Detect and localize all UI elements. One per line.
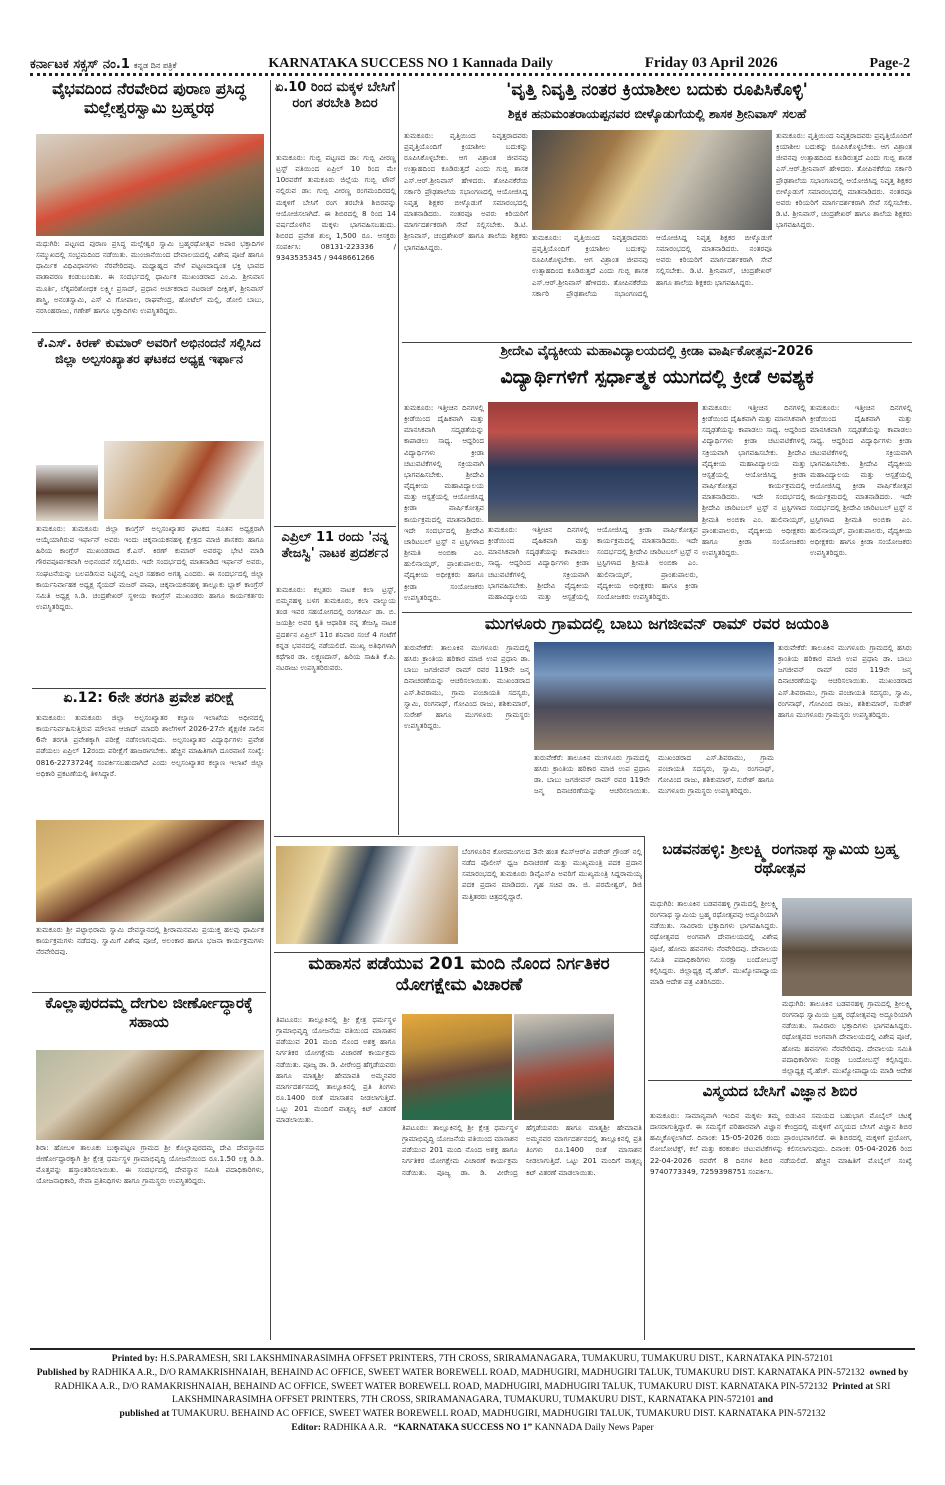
divider [32, 688, 266, 689]
article-2-headline [32, 335, 266, 403]
article-9-body-col2: ತುಮಕೂರು: ಇತ್ತೀಚಿನ ದಿನಗಳಲ್ಲಿ ಕ್ರೀಡೆಯಿಂದ ದೈಹಿಕವಾಗಿ ಮತ್ತು ಮಾನಸಿಕವಾಗಿ ಸದೃಢತೆಯನ್ನು ಕಾಪಾಡಲು ಸಾಧ್ಯ. ಆದ್ದರಿಂದ ವಿದ್ಯಾರ್ಥಿಗಳು ಕ್ರೀಡಾ ಚಟುವಟಿಕೆಗಳಲ್ಲಿ ಸಕ್ರಿಯವಾಗಿ ಭಾಗವಹಿಸಬೇಕು. ಶ್ರೀದೇವಿ ವೈದ್ಯಕೀಯ ಮಹಾವಿದ್ಯಾಲಯ ಮತ್ತು ಆಸ್ಪತ್ರೆಯಲ್ಲಿ ಆಯೋಜಿಸಿದ್ದ ಕ್ರೀಡಾ ವಾರ್ಷಿಕೋತ್ಸವ ಕಾರ್ಯಕ್ರಮದಲ್ಲಿ ಮಾತನಾಡಿದರು. ಇದೇ ಸಂದರ್ಭದಲ್ಲಿ ಶ್ರೀದೇವಿ ಚಾರಿಟಬಲ್ ಟ್ರಸ್ಟ್ ನ ಟ್ರಸ್ಟಿಗಳಾದ ಶ್ರೀಮತಿ ಅಂಬಿಕಾ ಎಂ. ಹುಲಿನಾಯ್ಕರ್, ಪ್ರಾಂಶುಪಾಲರು, ವೈದ್ಯಕೀಯ ಅಧೀಕ್ಷಕರು ಹಾಗೂ ಕ್ರೀಡಾ ಸಂಯೋಜಕರು ಉಪಸ್ಥಿತರಿದ್ದರು. [488, 525, 698, 601]
publishedat-label: published at [119, 1409, 170, 1420]
article-13-body-col1: ಮಧುಗಿರಿ: ತಾಲೂಕಿನ ಬಡವನಹಳ್ಳಿ ಗ್ರಾಮದಲ್ಲಿ ಶ್ರೀಲಕ್ಷ್ಮಿ ರಂಗನಾಥ ಸ್ವಾಮಿಯ ಬ್ರಹ್ಮ ರಥೋತ್ಸವವು ಅದ್ದೂರಿಯಾಗಿ ನಡೆಯಿತು. ಸಾವಿರಾರು ಭಕ್ತಾದಿಗಳು ಭಾಗವಹಿಸಿದ್ದರು. ರಥೋತ್ಸವದ ಅಂಗವಾಗಿ ದೇವಾಲಯದಲ್ಲಿ ವಿಶೇಷ ಪೂಜೆ, ಹೋಮ ಹವನಗಳು ನೆರವೇರಿದವು. ದೇವಾಲಯ ಸಮಿತಿ ಪದಾಧಿಕಾರಿಗಳು ಸುರಕ್ಷಾ ಬಂದೋಬಸ್ತ್ ಕಲ್ಪಿಸಿದ್ದರು. ಜಿಲ್ಲಾಧ್ಯಕ್ಷ ವೈ.ಹೆಚ್. ಮುಖ್ಯೋಪಾಧ್ಯಾಯ ಮಾಡಿ ಆದೇಶ ಪತ್ರ ವಿತರಿಸಿದರು. [650, 899, 778, 987]
divider [402, 342, 912, 343]
owned-text: RADHIKA A.R., D/O RAMAKRISHNAIAH, BEHAIND AC OFFICE, SWEET WATER BOREWELL ROAD, MADHUGIRI, MADHUGIRI TALUK, TUMAKURU DIST. KARNATAKA PIN-572132 [54, 1381, 828, 1392]
column-rule [398, 80, 399, 835]
headline-text: ಬಡವನಹಳ್ಳಿ: ಶ್ರೀಲಕ್ಷ್ಮಿ ರಂಗನಾಥ ಸ್ವಾಮಿಯ ಬ್ರಹ್ಮ ರಥೋತ್ಸವ [662, 840, 898, 877]
police-medal-caption: ಬೆಂಗಳೂರಿನ ಕೋರಮಂಗಲದ 3ನೇ ಹಂತ ಕೆಎಸ್ಆರ್‌ಪಿ ಪರೇಡ್ ಗ್ರೌಂಡ್ ನಲ್ಲಿ ನಡೆದ ಪೊಲೀಸ್ ಧ್ವಜ ದಿನಾಚರಣೆ ಮತ್ತು ಮುಖ್ಯಮಂತ್ರಿ ಪದಕ ಪ್ರದಾನ ಸಮಾರಂಭದಲ್ಲಿ ತುಮಕೂರು ಡಿವೈಎಸ್‌ಪಿ ಅವರಿಗೆ ಮುಖ್ಯಮಂತ್ರಿ ಸಿದ್ದರಾಮಯ್ಯ ಪದಕ ಪ್ರದಾನ ಮಾಡಿದರು. ಗೃಹ ಸಚಿವ ಡಾ. ಜಿ. ಪರಮೇಶ್ವರ್, ಡಿಜಿ ಮತ್ತಿತರರು ಚಿತ್ರದಲ್ಲಿದ್ದಾರೆ. [462, 847, 642, 901]
police-medal-photo [276, 846, 458, 944]
printedat-label: Printed at [832, 1381, 874, 1392]
article-9-headline [402, 366, 912, 396]
headline-text: 'ವೃತ್ತಿ ನಿವೃತ್ತಿ ನಂತರ ಕ್ರಿಯಾಶೀಲ ಬದುಕು ರೂಪಿಸಿಕೊಳ್ಳಿ' [506, 80, 808, 100]
article-9-body-col3: ತುಮಕೂರು: ಇತ್ತೀಚಿನ ದಿನಗಳಲ್ಲಿ ಕ್ರೀಡೆಯಿಂದ ದೈಹಿಕವಾಗಿ ಮತ್ತು ಮಾನಸಿಕವಾಗಿ ಸದೃಢತೆಯನ್ನು ಕಾಪಾಡಲು ಸಾಧ್ಯ. ಆದ್ದರಿಂದ ವಿದ್ಯಾರ್ಥಿಗಳು ಕ್ರೀಡಾ ಚಟುವಟಿಕೆಗಳಲ್ಲಿ ಸಕ್ರಿಯವಾಗಿ ಭಾಗವಹಿಸಬೇಕು. ಶ್ರೀದೇವಿ ವೈದ್ಯಕೀಯ ಮಹಾವಿದ್ಯಾಲಯ ಮತ್ತು ಆಸ್ಪತ್ರೆಯಲ್ಲಿ ಆಯೋಜಿಸಿದ್ದ ಕ್ರೀಡಾ ವಾರ್ಷಿಕೋತ್ಸವ ಕಾರ್ಯಕ್ರಮದಲ್ಲಿ ಮಾತನಾಡಿದರು. ಇದೇ ಸಂದರ್ಭದಲ್ಲಿ ಶ್ರೀದೇವಿ ಚಾರಿಟಬಲ್ ಟ್ರಸ್ಟ್ ನ ಟ್ರಸ್ಟಿಗಳಾದ ಶ್ರೀಮತಿ ಅಂಬಿಕಾ ಎಂ. ಹುಲಿನಾಯ್ಕರ್, ಪ್ರಾಂಶುಪಾಲರು, ವೈದ್ಯಕೀಯ ಅಧೀಕ್ಷಕರು ಹಾಗೂ ಕ್ರೀಡಾ ಸಂಯೋಜಕರು ಉಪಸ್ಥಿತರಿದ್ದರು. [702, 403, 806, 558]
published-label: Published by [36, 1367, 90, 1378]
article-5-body: ಶಿರಾ: ಹೋಬಳಿ ತಾಲೂಕು ಬುಕ್ಕಾಪಟ್ಟಣ ಗ್ರಾಮದ ಶ್ರೀ ಕೊಲ್ಲಾಪುರದಮ್ಮ ದೇವಿ ದೇವಸ್ಥಾನದ ಜೀರ್ಣೋದ್ಧಾರಕ್ಕಾಗಿ ಶ್ರೀ ಕ್ಷೇತ್ರ ಧರ್ಮಸ್ಥಳ ಗ್ರಾಮಾಭಿವೃದ್ಧಿ ಯೋಜನೆಯಿಂದ ರೂ.1.50 ಲಕ್ಷ ಡಿ.ಡಿ. ಮೊತ್ತವನ್ನು ಹಸ್ತಾಂತರಿಸಲಾಯಿತು. ಈ ಸಂದರ್ಭದಲ್ಲಿ ದೇವಸ್ಥಾನ ಸಮಿತಿ ಪದಾಧಿಕಾರಿಗಳು, ಯೋಜನಾಧಿಕಾರಿ, ಸೇವಾ ಪ್ರತಿನಿಧಿಗಳು ಹಾಗೂ ಗ್ರಾಮಸ್ಥರು ಉಪಸ್ಥಿತರಿದ್ದರು. [36, 1143, 264, 1186]
divider [402, 612, 912, 613]
pension-photo-2 [514, 1014, 614, 1120]
printed-text: H.S.PARAMESH, SRI LAKSHMINARASIMHA OFFSET PRINTERS, 7TH CROSS, SRIRAMANAGARA, TUMAKURU, TUMAKURU DIST., KARNATAKA PIN-572101 [160, 1354, 834, 1364]
logo-text: ಕರ್ನಾಟಕ ಸಕ್ಸಸ್ ನಂ.1 [30, 57, 130, 72]
editor-name: RADHIKA A.R. [323, 1422, 387, 1433]
article-12-body-col2: ತಿಪಟೂರು: ತಾಲ್ಲೂಕಿನಲ್ಲಿ ಶ್ರೀ ಕ್ಷೇತ್ರ ಧರ್ಮಸ್ಥಳ ಗ್ರಾಮಾಭಿವೃದ್ಧಿ ಯೋಜನೆಯ ವತಿಯಿಂದ ಮಾಸಾಶನ ಪಡೆಯುವ 201 ಮಂದಿ ನೊಂದ ಅಶಕ್ತ ಹಾಗೂ ನಿರ್ಗತಿಕರ ಯೋಗಕ್ಷೇಮ ವಿಚಾರಣೆ ಕಾರ್ಯಕ್ರಮ ನಡೆಯಿತು. ಪೂಜ್ಯ ಡಾ. ಡಿ. ವೀರೇಂದ್ರ ಹೆಗ್ಗಡೆಯವರು ಹಾಗೂ ಮಾತೃಶ್ರೀ ಹೇಮಾವತಿ ಅಮ್ಮನವರ ಮಾರ್ಗದರ್ಶನದಲ್ಲಿ ತಾಲ್ಲೂಕಿನಲ್ಲಿ ಪ್ರತಿ ತಿಂಗಳು ರೂ.1400 ರಂತೆ ಮಾಸಾಶನ ನೀಡಲಾಗುತ್ತಿದೆ. ಒಟ್ಟು 201 ಮಂದಿಗೆ ವಾತ್ಸಲ್ಯ ಕಿಟ್ ವಿತರಣೆ ಮಾಡಲಾಯಿತು. [402, 1123, 642, 1177]
printed-label: Printed by: [111, 1354, 158, 1364]
subheadline-text: ಶಿಕ್ಷಕ ಹನುಮಂತರಾಯಪ್ಪನವರ ಬೀಳ್ಕೊಡುಗೆಯಲ್ಲಿ ಶಾಸಕ ಶ್ರೀನಿವಾಸ್ ಸಲಹೆ [507, 106, 807, 121]
article-12-headline [274, 954, 644, 1010]
article-10-body-col1: ತುರುವೇಕೆರೆ: ತಾಲೂಕಿನ ಮುಗಳೂರು ಗ್ರಾಮದಲ್ಲಿ ಹಸಿರು ಕ್ರಾಂತಿಯ ಹರಿಕಾರ ಮಾಜಿ ಉಪ ಪ್ರಧಾನಿ ಡಾ. ಬಾಬು ಜಗಜೀವನ್ ರಾಮ್ ರವರ 119ನೇ ಜನ್ಮ ದಿನಾಚರಣೆಯನ್ನು ಆಚರಿಸಲಾಯಿತು. ಮುಖಂಡರಾದ ಎಸ್.ಶಿವರಾಮು, ಗ್ರಾಮ ಪಂಚಾಯತಿ ಸದಸ್ಯರು, ಸ್ವಾಮಿ, ರಂಗನಾಥ್, ಗೋವಿಂದ ರಾಜು, ಶಶಿಕುಮಾರ್, ಸುರೇಶ್ ಹಾಗೂ ಮುಗಳೂರು ಗ್ರಾಮಸ್ಥರು ಉಪಸ್ಥಿತರಿದ್ದರು. [404, 643, 530, 731]
temple-event-caption: ತುಮಕೂರು ಶ್ರೀ ಪಟ್ಟಾಭಿರಾಮ ಸ್ವಾಮಿ ದೇವಸ್ಥಾನದಲ್ಲಿ ಶ್ರೀರಾಮನವಮಿ ಪ್ರಯುಕ್ತ ಹಲವು ಧಾರ್ಮಿಕ ಕಾರ್ಯಕ್ರಮಗಳು ನಡೆದವು. ಸ್ವಾಮಿಗೆ ವಿಶೇಷ ಪೂಜೆ, ಅಲಂಕಾರ ಹಾಗೂ ಭಜನಾ ಕಾರ್ಯಕ್ರಮಗಳು ನೆರವೇರಿದವು. [36, 925, 264, 957]
divider [274, 836, 644, 837]
article-13-headline [648, 840, 912, 894]
body-text: ತುಮಕೂರು: ತುಮಕೂರು ಜಿಲ್ಲಾ ಕಾಂಗ್ರೆಸ್ ಅಲ್ಪಸಂಖ್ಯಾತರ ಘಟಕದ ನೂತನ ಅಧ್ಯಕ್ಷರಾಗಿ ಆಯ್ಕೆಯಾಗಿರುವ ಇರ್ಫಾನ್ ಅವರು ಇಂದು ಚಿಕ್ಕನಾಯಕನಹಳ್ಳಿ ಕ್ಷೇತ್ರದ ಮಾಜಿ ಶಾಸಕರು ಹಾಗೂ ಹಿರಿಯ ಕಾಂಗ್ರೆಸ್ ಮುಖಂಡರಾದ ಕೆ.ಎಸ್. ಕಿರಣ್ ಕುಮಾರ್ ಅವರನ್ನು ಭೇಟಿ ಮಾಡಿ ಗೌರವಪೂರ್ವಕವಾಗಿ ಅಭಿನಂದನೆ ಸಲ್ಲಿಸಿದರು. ಇದೇ ಸಂದರ್ಭದಲ್ಲಿ ಮಾತನಾಡಿದ ಇರ್ಫಾನ್ ಅವರು, ಸಂಘಟನೆಯನ್ನು ಬಲಪಡಿಸುವ ನಿಟ್ಟಿನಲ್ಲಿ ಎಲ್ಲರ ಸಹಕಾರ ಅಗತ್ಯ ಎಂದರು. ಈ ಸಂದರ್ಭದಲ್ಲಿ ಜಿಲ್ಲಾ ಕಾರ್ಯನಿರ್ವಾಹಕ ಅಧ್ಯಕ್ಷ ಸೈಯದ್ ಮಜರ್ ಪಾಷಾ, ಚಿಕ್ಕನಾಯಕನಹಳ್ಳಿ ತಾಲ್ಲೂಕು ಬ್ಲಾಕ್ ಕಾಂಗ್ರೆಸ್ ಸಮಿತಿ ಅಧ್ಯಕ್ಷ ಸಿ.ಡಿ. ಚಂದ್ರಶೇಖರ್ ಸ್ಥಳೀಯ ಕಾಂಗ್ರೆಸ್ ಮುಖಂಡರು ಹಾಗೂ ಕಾರ್ಯಕರ್ತರು ಉಪಸ್ಥಿತರಿದ್ದರು. [36, 524, 264, 612]
article-2-body [36, 405, 264, 650]
logo-tagline: ಕನ್ನಡ ದಿನ ಪತ್ರಿಕೆ [133, 61, 177, 70]
temple-event-photo [36, 820, 264, 922]
headline-text: ಮುಗಳೂರು ಗ್ರಾಮದಲ್ಲಿ ಬಾಬು ಜಗಜೀವನ್ ರಾಮ್ ರವರ ಜಯಂತಿ [484, 614, 830, 633]
article-9-body-col4: ತುಮಕೂರು: ಇತ್ತೀಚಿನ ದಿನಗಳಲ್ಲಿ ಕ್ರೀಡೆಯಿಂದ ದೈಹಿಕವಾಗಿ ಮತ್ತು ಮಾನಸಿಕವಾಗಿ ಸದೃಢತೆಯನ್ನು ಕಾಪಾಡಲು ಸಾಧ್ಯ. ಆದ್ದರಿಂದ ವಿದ್ಯಾರ್ಥಿಗಳು ಕ್ರೀಡಾ ಚಟುವಟಿಕೆಗಳಲ್ಲಿ ಸಕ್ರಿಯವಾಗಿ ಭಾಗವಹಿಸಬೇಕು. ಶ್ರೀದೇವಿ ವೈದ್ಯಕೀಯ ಮಹಾವಿದ್ಯಾಲಯ ಮತ್ತು ಆಸ್ಪತ್ರೆಯಲ್ಲಿ ಆಯೋಜಿಸಿದ್ದ ಕ್ರೀಡಾ ವಾರ್ಷಿಕೋತ್ಸವ ಕಾರ್ಯಕ್ರಮದಲ್ಲಿ ಮಾತನಾಡಿದರು. ಇದೇ ಸಂದರ್ಭದಲ್ಲಿ ಶ್ರೀದೇವಿ ಚಾರಿಟಬಲ್ ಟ್ರಸ್ಟ್ ನ ಟ್ರಸ್ಟಿಗಳಾದ ಶ್ರೀಮತಿ ಅಂಬಿಕಾ ಎಂ. ಹುಲಿನಾಯ್ಕರ್, ಪ್ರಾಂಶುಪಾಲರು, ವೈದ್ಯಕೀಯ ಅಧೀಕ್ಷಕರು ಹಾಗೂ ಕ್ರೀಡಾ ಸಂಯೋಜಕರು ಉಪಸ್ಥಿತರಿದ್ದರು. [810, 403, 912, 558]
divider [648, 1080, 912, 1081]
masthead-title: KARNATAKA SUCCESS NO 1 Kannada Daily [268, 56, 553, 71]
donation-photo [36, 1050, 264, 1140]
imprint-line-4 [30, 1422, 915, 1436]
article-10-body-col2: ತುರುವೇಕೆರೆ: ತಾಲೂಕಿನ ಮುಗಳೂರು ಗ್ರಾಮದಲ್ಲಿ ಹಸಿರು ಕ್ರಾಂತಿಯ ಹರಿಕಾರ ಮಾಜಿ ಉಪ ಪ್ರಧಾನಿ ಡಾ. ಬಾಬು ಜಗಜೀವನ್ ರಾಮ್ ರವರ 119ನೇ ಜನ್ಮ ದಿನಾಚರಣೆಯನ್ನು ಆಚರಿಸಲಾಯಿತು. ಮುಖಂಡರಾದ ಎಸ್.ಶಿವರಾಮು, ಗ್ರಾಮ ಪಂಚಾಯತಿ ಸದಸ್ಯರು, ಸ್ವಾಮಿ, ರಂಗನಾಥ್, ಗೋವಿಂದ ರಾಜು, ಶಶಿಕುಮಾರ್, ಸುರೇಶ್ ಹಾಗೂ ಮುಗಳೂರು ಗ್ರಾಮಸ್ಥರು ಉಪಸ್ಥಿತರಿದ್ದರು. [534, 753, 774, 796]
paper-tag: KANNADA Daily News Paper [534, 1422, 654, 1433]
article-5-headline [32, 994, 266, 1046]
headline-text: ಏ.12: 6ನೇ ತರಗತಿ ಪ್ರವೇಶ ಪರೀಕ್ಷೆ [63, 690, 235, 706]
article-8-body-col1: ತುಮಕೂರು: ವೃತ್ತಿಯಿಂದ ನಿವೃತ್ತರಾದವರು ಪ್ರವೃತ್ತಿಯೊಂದಿಗೆ ಕ್ರಿಯಾಶೀಲ ಬದುಕನ್ನು ರೂಪಿಸಿಕೊಳ್ಳಬೇಕು. ಆಗ ವಿಶ್ರಾಂತ ಜೀವನವು ಉತ್ಸಾಹದಿಂದ ಕೂಡಿರುತ್ತದೆ ಎಂದು ಗುಬ್ಬಿ ಶಾಸಕ ಎಸ್.ಆರ್.ಶ್ರೀನಿವಾಸ್ ಹೇಳಿದರು. ತೋಪಿನಕೆರೆಯ ಸರ್ಕಾರಿ ಪ್ರೌಢಶಾಲೆಯ ಸಭಾಂಗಣದಲ್ಲಿ ಆಯೋಜಿಸಿದ್ದ ನಿವೃತ್ತ ಶಿಕ್ಷಕರ ಬೀಳ್ಕೊಡುಗೆ ಸಮಾರಂಭದಲ್ಲಿ ಮಾತನಾಡಿದರು. ನಂತರವೂ ಅವರು ಕಿರಿಯರಿಗೆ ಮಾರ್ಗದರ್ಶಕರಾಗಿ ಸೇವೆ ಸಲ್ಲಿಸಬೇಕು. ಡಿ.ಟಿ. ಶ್ರೀನಿವಾಸ್, ಚಂದ್ರಶೇಖರ್ ಹಾಗೂ ಶಾಲೆಯ ಶಿಕ್ಷಕರು ಭಾಗವಹಿಸಿದ್ದರು. [404, 131, 528, 252]
headline-text: ವಿದ್ಯಾರ್ಥಿಗಳಿಗೆ ಸ್ಪರ್ಧಾತ್ಮಕ ಯುಗದಲ್ಲಿ ಕ್ರೀಡೆ ಅವಶ್ಯಕ [500, 366, 814, 388]
badavanahalli-chariot-photo [782, 898, 912, 996]
article-3-body: ತುಮಕೂರು: ತುಮಕೂರು ಜಿಲ್ಲಾ ಅಲ್ಪಸಂಖ್ಯಾತರ ಕಲ್ಯಾಣ ಇಲಾಖೆಯ ಅಧೀನದಲ್ಲಿ ಕಾರ್ಯನಿರ್ವಹಿಸುತ್ತಿರುವ ಮೌಲಾನ ಆಜಾದ್ ಮಾದರಿ ಶಾಲೆಗಳಿಗೆ 2026-27ನೇ ಶೈಕ್ಷಣಿಕ ಸಾಲಿನ 6ನೇ ತರಗತಿ ಪ್ರವೇಶಕ್ಕಾಗಿ ಪರೀಕ್ಷೆ ನಡೆಸಲಾಗುವುದು. ಅಲ್ಪಸಂಖ್ಯಾತರ ವಿದ್ಯಾರ್ಥಿಗಳು ಪ್ರವೇಶ ಪಡೆಯಲು ಏಪ್ರಿಲ್ 12ರಂದು ಪರೀಕ್ಷೆಗೆ ಹಾಜರಾಗಬೇಕು. ಹೆಚ್ಚಿನ ಮಾಹಿತಿಗಾಗಿ ದೂರವಾಣಿ ಸಂಖ್ಯೆ: 0816-2273724ಕ್ಕೆ ಸಂಪರ್ಕಿಸಬಹುದಾಗಿದೆ ಎಂದು ಅಲ್ಪಸಂಖ್ಯಾತರ ಕಲ್ಯಾಣ ಇಲಾಖೆ ಜಿಲ್ಲಾ ಅಧಿಕಾರಿ ಪ್ರಕಟಣೆಯಲ್ಲಿ ತಿಳಿಸಿದ್ದಾರೆ. [36, 713, 264, 778]
farewell-photo [532, 130, 772, 230]
article-3-headline [32, 690, 266, 712]
masthead-logo [30, 57, 176, 72]
publishedat-text: TUMAKURU. BEHAIND AC OFFICE, SWEET WATER BOREWELL ROAD, MADHUGIRI, MADHUGIRI TALUK, TUMAKURU DIST. KARNATAKA PIN-572132 [171, 1409, 826, 1420]
article-8-headline [402, 80, 912, 106]
article-6-body: ತುಮಕೂರು: ಗುಬ್ಬಿ ಪಟ್ಟಣದ ಡಾ: ಗುಬ್ಬಿ ವೀರಣ್ಣ ಟ್ರಸ್ಟ್ ವತಿಯಿಂದ ಏಪ್ರಿಲ್ 10 ರಿಂದ ಮೇ 10ರವರೆಗೆ ತುಮಕೂರು ಜಿಲ್ಲೆಯ ಗುಬ್ಬಿ ಟೌನ್ ನಲ್ಲಿರುವ ಡಾ: ಗುಬ್ಬಿ ವೀರಣ್ಣ ರಂಗಮಂದಿರದಲ್ಲಿ ಮಕ್ಕಳಿಗೆ ಬೇಸಿಗೆ ರಂಗ ತರಬೇತಿ ಶಿಬಿರವನ್ನು ಆಯೋಜಿಸಲಾಗಿದೆ. ಈ ಶಿಬಿರದಲ್ಲಿ 8 ರಿಂದ 14 ವರ್ಷದೊಳಗಿನ ಮಕ್ಕಳು ಭಾಗವಹಿಸಬಹುದು. ಶಿಬಿರದ ಪ್ರವೇಶ ಶುಲ್ಕ 1,500 ರೂ. ಆಸಕ್ತರು ಸಂಪರ್ಕಿಸಿ: 08131-223336 / 9343535345 / 9448661266 [276, 153, 396, 263]
masthead-divider [30, 73, 910, 77]
article-14-body: ತುಮಕೂರು: ಸಾಮಾನ್ಯವಾಗಿ ಇಂದಿನ ಮಕ್ಕಳು ತಮ್ಮ ಬಿಡುವಿನ ಸಮಯದ ಬಹುಭಾಗ ಮೊಬೈಲ್ ಚಟಕ್ಕೆ ದಾಸರಾಗುತ್ತಿದ್ದಾರೆ. ಈ ಸಮಸ್ಯೆಗೆ ಪರಿಹಾರವಾಗಿ ವಿಜ್ಞಾನ ಕೇಂದ್ರದಲ್ಲಿ ಮಕ್ಕಳಿಗೆ ವಿಸ್ಮಯದ ಬೇಸಿಗೆ ವಿಜ್ಞಾನ ಶಿಬಿರ ಹಮ್ಮಿಕೊಳ್ಳಲಾಗಿದೆ. ದಿನಾಂಕ: 15-05-2026 ರಂದು ಪ್ರಾರಂಭವಾಗಲಿದೆ. ಈ ಶಿಬಿರದಲ್ಲಿ ಮಕ್ಕಳಿಗೆ ಪ್ರಯೋಗ, ರೋಬೋಟಿಕ್ಸ್, ಕಲೆ ಮತ್ತು ಕರಕುಶಲ ಚಟುವಟಿಕೆಗಳನ್ನು ಕಲಿಸಲಾಗುವುದು. ದಿನಾಂಕ: 05-04-2026 ರಿಂದ 22-04-2026 ರವರೆಗೆ 8 ದಿನಗಳ ಶಿಬಿರ ನಡೆಯಲಿದೆ. ಹೆಚ್ಚಿನ ಮಾಹಿತಿಗೆ ಮೊಬೈಲ್ ಸಂಖ್ಯೆ 9740773349, 7259398751 ಸಂಪರ್ಕಿಸಿ. [650, 1111, 912, 1176]
headline-text: ಏ.10 ರಿಂದ ಮಕ್ಕಳ ಬೇಸಿಗೆ ರಂಗ ತರಬೇತಿ ಶಿಬಿರ [274, 80, 396, 112]
article-1-body: ಮಧುಗಿರಿ: ಪಟ್ಟಣದ ಪುರಾಣ ಪ್ರಸಿದ್ಧ ಮಲ್ಲೇಶ್ವರ ಸ್ವಾಮಿ ಬ್ರಹ್ಮರಥೋತ್ಸವ ಅಪಾರ ಭಕ್ತಾದಿಗಳ ಸಮ್ಮುಖದಲ್ಲಿ ಸಂಭ್ರಮದಿಂದ ನಡೆಯಿತು. ಮುಂಜಾನೆಯಿಂದ ದೇವಾಲಯದಲ್ಲಿ ವಿಶೇಷ ಪೂಜೆ ಹಾಗೂ ಧಾರ್ಮಿಕ ವಿಧಿವಿಧಾನಗಳು ನೆರವೇರಿದವು. ಮಧ್ಯಾಹ್ನದ ವೇಳೆ ಪಟ್ಟಣದಾದ್ಯಂತ ಭಕ್ತಿ ಭಾವದ ವಾತಾವರಣ ಕಂಡುಬಂದಿತು. ಈ ಸಂದರ್ಭದಲ್ಲಿ ಧಾರ್ಮಿಕ ಮುಖಂಡರಾದ ಎಂ.ವಿ. ಶ್ರೀನಿವಾಸ ಮೂರ್ತಿ, ಲೆಕ್ಕಪರಿಶೋಧಕ ಲಕ್ಷ್ಮೀ ಪ್ರಸಾದ್, ಪ್ರಧಾನ ಅರ್ಚಕರಾದ ನಟರಾಜ್ ದೀಕ್ಷಿತ್, ಶ್ರೀನಿವಾಸ್ ಶಾಸ್ತ್ರಿ, ಅನಂತಸ್ವಾಮಿ, ಎಸ್ ವಿ ಗೋಪಾಲ, ರಾಘವೇಂದ್ರ, ಹೋಟೆಲ್ ಮಲ್ಲಿ, ಡೋಲಿ ಬಾಬು, ನರಸಿಂಹರಾಜು, ಗಣೇಶ್ ಹಾಗೂ ಭಕ್ತಾದಿಗಳು ಉಪಸ್ಥಿತರಿದ್ದರು. [36, 239, 264, 315]
article-10-body-col3: ತುರುವೇಕೆರೆ: ತಾಲೂಕಿನ ಮುಗಳೂರು ಗ್ರಾಮದಲ್ಲಿ ಹಸಿರು ಕ್ರಾಂತಿಯ ಹರಿಕಾರ ಮಾಜಿ ಉಪ ಪ್ರಧಾನಿ ಡಾ. ಬಾಬು ಜಗಜೀವನ್ ರಾಮ್ ರವರ 119ನೇ ಜನ್ಮ ದಿನಾಚರಣೆಯನ್ನು ಆಚರಿಸಲಾಯಿತು. ಮುಖಂಡರಾದ ಎಸ್.ಶಿವರಾಮು, ಗ್ರಾಮ ಪಂಚಾಯತಿ ಸದಸ್ಯರು, ಸ್ವಾಮಿ, ರಂಗನಾಥ್, ಗೋವಿಂದ ರಾಜು, ಶಶಿಕುಮಾರ್, ಸುರೇಶ್ ಹಾಗೂ ಮುಗಳೂರು ಗ್ರಾಮಸ್ಥರು ಉಪಸ್ಥಿತರಿದ್ದರು. [778, 643, 912, 719]
imprint-footer [30, 1348, 915, 1436]
imprint-line-1 [30, 1353, 915, 1367]
masthead-date: Friday 03 April 2026 [644, 55, 778, 71]
divider [32, 332, 266, 333]
column-rule [270, 80, 271, 1340]
divider [274, 526, 396, 527]
kicker-text: ಶ್ರೀದೇವಿ ವೈದ್ಯಕೀಯ ಮಹಾವಿದ್ಯಾಲಯದಲ್ಲಿ ಕ್ರೀಡಾ ವಾರ್ಷಿಕೋತ್ಸವ-2026 [500, 344, 814, 359]
article-14-headline [648, 1082, 912, 1108]
pension-photo-1 [402, 1014, 512, 1120]
page-number: Page-2 [869, 56, 910, 71]
divider [274, 952, 644, 953]
article-9-body-col1: ತುಮಕೂರು: ಇತ್ತೀಚಿನ ದಿನಗಳಲ್ಲಿ ಕ್ರೀಡೆಯಿಂದ ದೈಹಿಕವಾಗಿ ಮತ್ತು ಮಾನಸಿಕವಾಗಿ ಸದೃಢತೆಯನ್ನು ಕಾಪಾಡಲು ಸಾಧ್ಯ. ಆದ್ದರಿಂದ ವಿದ್ಯಾರ್ಥಿಗಳು ಕ್ರೀಡಾ ಚಟುವಟಿಕೆಗಳಲ್ಲಿ ಸಕ್ರಿಯವಾಗಿ ಭಾಗವಹಿಸಬೇಕು. ಶ್ರೀದೇವಿ ವೈದ್ಯಕೀಯ ಮಹಾವಿದ್ಯಾಲಯ ಮತ್ತು ಆಸ್ಪತ್ರೆಯಲ್ಲಿ ಆಯೋಜಿಸಿದ್ದ ಕ್ರೀಡಾ ವಾರ್ಷಿಕೋತ್ಸವ ಕಾರ್ಯಕ್ರಮದಲ್ಲಿ ಮಾತನಾಡಿದರು. ಇದೇ ಸಂದರ್ಭದಲ್ಲಿ ಶ್ರೀದೇವಿ ಚಾರಿಟಬಲ್ ಟ್ರಸ್ಟ್ ನ ಟ್ರಸ್ಟಿಗಳಾದ ಶ್ರೀಮತಿ ಅಂಬಿಕಾ ಎಂ. ಹುಲಿನಾಯ್ಕರ್, ಪ್ರಾಂಶುಪಾಲರು, ವೈದ್ಯಕೀಯ ಅಧೀಕ್ಷಕರು ಹಾಗೂ ಕ್ರೀಡಾ ಸಂಯೋಜಕರು ಉಪಸ್ಥಿತರಿದ್ದರು. [404, 403, 484, 602]
headline-text: ವೈಭವದಿಂದ ನೆರವೇರಿದ ಪುರಾಣ ಪ್ರಸಿದ್ಧ ಮಲ್ಲೇಶ್ವರಸ್ವಾಮಿ ಬ್ರಹ್ಮರಥ [52, 80, 246, 118]
imprint-line-3 [30, 1408, 915, 1422]
jayanti-photo [534, 642, 774, 750]
masthead [30, 50, 910, 72]
article-7-headline [274, 530, 396, 582]
headline-text: ಮಹಾಸನ ಪಡೆಯುವ 201 ಮಂದಿ ನೊಂದ ನಿರ್ಗತಿಕರ ಯೋಗಕ್ಷೇಮ ವಿಚಾರಣೆ [308, 954, 610, 996]
article-10-headline [402, 614, 912, 640]
article-13-body-col2: ಮಧುಗಿರಿ: ತಾಲೂಕಿನ ಬಡವನಹಳ್ಳಿ ಗ್ರಾಮದಲ್ಲಿ ಶ್ರೀಲಕ್ಷ್ಮಿ ರಂಗನಾಥ ಸ್ವಾಮಿಯ ಬ್ರಹ್ಮ ರಥೋತ್ಸವವು ಅದ್ದೂರಿಯಾಗಿ ನಡೆಯಿತು. ಸಾವಿರಾರು ಭಕ್ತಾದಿಗಳು ಭಾಗವಹಿಸಿದ್ದರು. ರಥೋತ್ಸವದ ಅಂಗವಾಗಿ ದೇವಾಲಯದಲ್ಲಿ ವಿಶೇಷ ಪೂಜೆ, ಹೋಮ ಹವನಗಳು ನೆರವೇರಿದವು. ದೇವಾಲಯ ಸಮಿತಿ ಪದಾಧಿಕಾರಿಗಳು ಸುರಕ್ಷಾ ಬಂದೋಬಸ್ತ್ ಕಲ್ಪಿಸಿದ್ದರು. ಜಿಲ್ಲಾಧ್ಯಕ್ಷ ವೈ.ಹೆಚ್. ಮುಖ್ಯೋಪಾಧ್ಯಾಯ ಮಾಡಿ ಆದೇಶ [782, 999, 912, 1075]
chariot-photo [36, 134, 264, 236]
portrait-photo [36, 465, 98, 521]
printedat-text: SRI LAKSHMINARASIMHA OFFSET PRINTERS, 7TH CROSS, SRIRAMANAGARA, TUMAKURU, TUMAKURU DIST., KARNATAKA PIN-572101 [171, 1381, 891, 1406]
imprint-line-2 [30, 1367, 915, 1408]
and-text: and [757, 1395, 774, 1406]
article-12-body-col1: ತಿಪಟೂರು: ತಾಲ್ಲೂಕಿನಲ್ಲಿ ಶ್ರೀ ಕ್ಷೇತ್ರ ಧರ್ಮಸ್ಥಳ ಗ್ರಾಮಾಭಿವೃದ್ಧಿ ಯೋಜನೆಯ ವತಿಯಿಂದ ಮಾಸಾಶನ ಪಡೆಯುವ 201 ಮಂದಿ ನೊಂದ ಅಶಕ್ತ ಹಾಗೂ ನಿರ್ಗತಿಕರ ಯೋಗಕ್ಷೇಮ ವಿಚಾರಣೆ ಕಾರ್ಯಕ್ರಮ ನಡೆಯಿತು. ಪೂಜ್ಯ ಡಾ. ಡಿ. ವೀರೇಂದ್ರ ಹೆಗ್ಗಡೆಯವರು ಹಾಗೂ ಮಾತೃಶ್ರೀ ಹೇಮಾವತಿ ಅಮ್ಮನವರ ಮಾರ್ಗದರ್ಶನದಲ್ಲಿ ತಾಲ್ಲೂಕಿನಲ್ಲಿ ಪ್ರತಿ ತಿಂಗಳು ರೂ.1400 ರಂತೆ ಮಾಸಾಶನ ನೀಡಲಾಗುತ್ತಿದೆ. ಒಟ್ಟು 201 ಮಂದಿಗೆ ವಾತ್ಸಲ್ಯ ಕಿಟ್ ವಿತರಣೆ ಮಾಡಲಾಯಿತು. [276, 1015, 396, 1125]
headline-text: ಎಪ್ರಿಲ್ 11 ರಂದು 'ನನ್ನ ತೇಜಸ್ವಿ' ನಾಟಕ ಪ್ರದರ್ಶನ [281, 530, 389, 562]
article-7-body: ತುಮಕೂರು: ಕಲ್ಪತರು ನಾಟಕ ಕಲಾ ಟ್ರಸ್ಟ್, ಬಿಮ್ಮನಹಳ್ಳಿ ಬಳಗ ತುಮಕೂರು, ಕಲಾ ವಾಲ್ಯುಯ ತಂಡ ಇವರ ಸಹಯೋಗದಲ್ಲಿ ರಂಗಕರ್ಮಿ ಡಾ. ಬಿ. ಜಯಶ್ರೀ ಅವರ ಕೃತಿ ಆಧಾರಿತ ನನ್ನ ತೇಜಸ್ವಿ ನಾಟಕ ಪ್ರದರ್ಶನ ಏಪ್ರಿಲ್ 11ರ ಶನಿವಾರ ಸಂಜೆ 4 ಗಂಟೆಗೆ ಕನ್ನಡ ಭವನದಲ್ಲಿ ನಡೆಯಲಿದೆ. ಮುಖ್ಯ ಅತಿಥಿಗಳಾಗಿ ಕಥೆಗಾರ ಡಾ. ಲಕ್ಷ್ಮಣದಾಸ್, ಹಿರಿಯ ಸಾಹಿತಿ ಕೆ.ಪಿ. ನಟರಾಜು ಉಪಸ್ಥಿತರಿರುವರು. [276, 585, 396, 673]
editor-label: Editor: [291, 1422, 321, 1433]
paper-name: “KARNATAKA SUCCESS NO 1” [393, 1422, 533, 1433]
felicitation-photo [104, 441, 264, 519]
article-6-headline [274, 80, 396, 150]
article-8-body-col2: ತುಮಕೂರು: ವೃತ್ತಿಯಿಂದ ನಿವೃತ್ತರಾದವರು ಪ್ರವೃತ್ತಿಯೊಂದಿಗೆ ಕ್ರಿಯಾಶೀಲ ಬದುಕನ್ನು ರೂಪಿಸಿಕೊಳ್ಳಬೇಕು. ಆಗ ವಿಶ್ರಾಂತ ಜೀವನವು ಉತ್ಸಾಹದಿಂದ ಕೂಡಿರುತ್ತದೆ ಎಂದು ಗುಬ್ಬಿ ಶಾಸಕ ಎಸ್.ಆರ್.ಶ್ರೀನಿವಾಸ್ ಹೇಳಿದರು. ತೋಪಿನಕೆರೆಯ ಸರ್ಕಾರಿ ಪ್ರೌಢಶಾಲೆಯ ಸಭಾಂಗಣದಲ್ಲಿ ಆಯೋಜಿಸಿದ್ದ ನಿವೃತ್ತ ಶಿಕ್ಷಕರ ಬೀಳ್ಕೊಡುಗೆ ಸಮಾರಂಭದಲ್ಲಿ ಮಾತನಾಡಿದರು. ನಂತರವೂ ಅವರು ಕಿರಿಯರಿಗೆ ಮಾರ್ಗದರ್ಶಕರಾಗಿ ಸೇವೆ ಸಲ್ಲಿಸಬೇಕು. ಡಿ.ಟಿ. ಶ್ರೀನಿವಾಸ್, ಚಂದ್ರಶೇಖರ್ ಹಾಗೂ ಶಾಲೆಯ ಶಿಕ್ಷಕರು ಭಾಗವಹಿಸಿದ್ದರು. [532, 233, 772, 298]
headline-text: ಕೆ.ಎಸ್. ಕಿರಣ್ ಕುಮಾರ್ ಅವರಿಗೆ ಅಭಿನಂದನೆ ಸಲ್ಲಿಸಿದ ಜಿಲ್ಲಾ ಅಲ್ಪಸಂಖ್ಯಾತರ ಘಟಕದ ಅಧ್ಯಕ್ಷ ಇರ್ಫಾನ [37, 335, 261, 366]
article-9-kicker [402, 344, 912, 366]
article-8-body-col3: ತುಮಕೂರು: ವೃತ್ತಿಯಿಂದ ನಿವೃತ್ತರಾದವರು ಪ್ರವೃತ್ತಿಯೊಂದಿಗೆ ಕ್ರಿಯಾಶೀಲ ಬದುಕನ್ನು ರೂಪಿಸಿಕೊಳ್ಳಬೇಕು. ಆಗ ವಿಶ್ರಾಂತ ಜೀವನವು ಉತ್ಸಾಹದಿಂದ ಕೂಡಿರುತ್ತದೆ ಎಂದು ಗುಬ್ಬಿ ಶಾಸಕ ಎಸ್.ಆರ್.ಶ್ರೀನಿವಾಸ್ ಹೇಳಿದರು. ತೋಪಿನಕೆರೆಯ ಸರ್ಕಾರಿ ಪ್ರೌಢಶಾಲೆಯ ಸಭಾಂಗಣದಲ್ಲಿ ಆಯೋಜಿಸಿದ್ದ ನಿವೃತ್ತ ಶಿಕ್ಷಕರ ಬೀಳ್ಕೊಡುಗೆ ಸಮಾರಂಭದಲ್ಲಿ ಮಾತನಾಡಿದರು. ನಂತರವೂ ಅವರು ಕಿರಿಯರಿಗೆ ಮಾರ್ಗದರ್ಶಕರಾಗಿ ಸೇವೆ ಸಲ್ಲಿಸಬೇಕು. ಡಿ.ಟಿ. ಶ್ರೀನಿವಾಸ್, ಚಂದ್ರಶೇಖರ್ ಹಾಗೂ ಶಾಲೆಯ ಶಿಕ್ಷಕರು ಭಾಗವಹಿಸಿದ್ದರು. [776, 131, 912, 230]
headline-text: ವಿಸ್ಮಯದ ಬೇಸಿಗೆ ವಿಜ್ಞಾನ ಶಿಬಿರ [702, 1082, 858, 1100]
sports-photo [488, 402, 698, 522]
column-rule [644, 836, 645, 1340]
published-text: RADHIKA A.R., D/O RAMAKRISHNAIAH, BEHAIND AC OFFICE, SWEET WATER BOREWELL ROAD, MADHUGIRI, MADHUGIRI TALUK, TUMAKURU DIST. KARNATAKA PIN-572132 [91, 1367, 865, 1378]
headline-text: ಕೊಲ್ಲಾಪುರದಮ್ಮ ದೇಗುಲ ಜೀರ್ಣೋದ್ಧಾರಕ್ಕೆ ಸಹಾಯ [45, 994, 253, 1031]
owned-label: owned by [869, 1367, 909, 1378]
article-8-subheadline [402, 106, 912, 126]
divider [32, 992, 266, 993]
article-1-headline [32, 80, 266, 132]
